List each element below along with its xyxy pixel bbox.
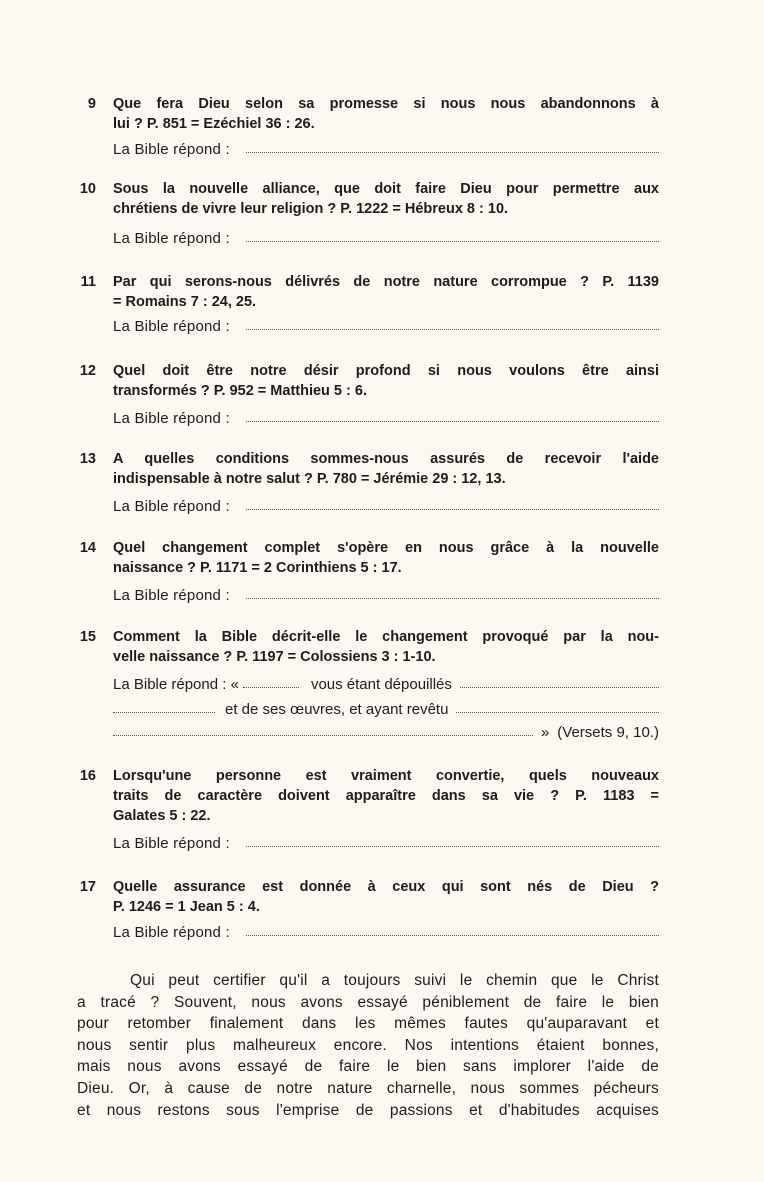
question-line: P. 1246 = 1 Jean 5 : 4.: [113, 899, 260, 915]
answer-label: La Bible répond :: [113, 498, 230, 515]
question-line: lui ? P. 851 = Ezéchiel 36 : 26.: [113, 116, 315, 132]
paragraph-line: pour retomber finalement dans les mêmes fautes qu'auparavant et: [77, 1015, 659, 1033]
answer-blank[interactable]: [246, 834, 659, 847]
answer-blank[interactable]: [246, 497, 659, 510]
question-number: 15: [79, 629, 96, 645]
question-number: 17: [79, 879, 96, 895]
question-line: Que fera Dieu selon sa promesse si nous nous abandonnons à: [113, 96, 659, 112]
question-text: [113, 449, 659, 489]
paragraph-line: Qui peut certifier qu'il a toujours suivi le chemin que le Christ: [130, 972, 659, 989]
paragraph-line: nous sentir plus malheureux encore. Nos intentions étaient bonnes,: [77, 1036, 659, 1054]
question-number: 14: [79, 540, 96, 556]
paragraph-line: et nous restons sous l'emprise de passions et d'habitudes acquises: [77, 1101, 659, 1119]
answer-line: [113, 140, 659, 160]
answer-label: La Bible répond :: [113, 924, 230, 941]
question-line: Comment la Bible décrit-elle le changement provoqué par la nou-: [113, 629, 659, 645]
fill-close-quote: »: [540, 724, 550, 741]
answer-blank[interactable]: [246, 409, 659, 422]
question-text: [113, 94, 659, 134]
question-number: 9: [87, 96, 96, 112]
fill-line-3: [113, 723, 659, 743]
answer-label: La Bible répond :: [113, 587, 230, 604]
answer-line: [113, 317, 659, 337]
question-text: [113, 538, 659, 578]
question-text: [113, 627, 659, 667]
question-text: [113, 766, 659, 826]
body-paragraph: [77, 970, 659, 1121]
question-number: 11: [80, 274, 96, 290]
paragraph-line: mais nous avons essayé de faire le bien sans implorer l'aide de: [77, 1058, 659, 1076]
fill-text: et de ses œuvres, et ayant revêtu: [225, 701, 449, 718]
answer-blank[interactable]: [246, 317, 659, 330]
question-line: Par qui serons-nous délivrés de notre nature corrompue ? P. 1139: [113, 274, 659, 290]
answer-label: La Bible répond :: [113, 835, 230, 852]
question-line: chrétiens de vivre leur religion ? P. 1222 = Hébreux 8 : 10.: [113, 201, 509, 217]
question-number: 12: [79, 363, 96, 379]
answer-blank[interactable]: [113, 723, 533, 736]
question-text: [113, 179, 659, 219]
question-line: Quel doit être notre désir profond si nous voulons être ainsi: [113, 363, 659, 379]
answer-blank[interactable]: [460, 675, 659, 688]
answer-line: [113, 586, 659, 606]
question-line: naissance ? P. 1171 = 2 Corinthiens 5 : 17.: [113, 560, 402, 576]
question-line: transformés ? P. 952 = Matthieu 5 : 6.: [113, 383, 367, 399]
question-number: 10: [79, 181, 96, 197]
question-line: A quelles conditions sommes-nous assurés de recevoir l'aide: [113, 451, 659, 467]
question-line: Quel changement complet s'opère en nous grâce à la nouvelle: [113, 540, 659, 556]
question-text: [113, 877, 659, 917]
answer-label: La Bible répond :: [113, 230, 230, 247]
answer-blank[interactable]: [246, 140, 659, 153]
question-number: 13: [79, 451, 96, 467]
question-line: Lorsqu'une personne est vraiment convertie, quels nouveaux: [113, 768, 659, 784]
answer-blank[interactable]: [246, 586, 659, 599]
answer-label: La Bible répond :: [113, 318, 230, 335]
question-line: indispensable à notre salut ? P. 780 = Jérémie 29 : 12, 13.: [113, 471, 506, 487]
question-line: = Romains 7 : 24, 25.: [113, 294, 257, 310]
answer-label: La Bible répond :: [113, 410, 230, 427]
answer-label: La Bible répond : «: [113, 676, 239, 693]
question-line: Quelle assurance est donnée à ceux qui sont nés de Dieu ?: [113, 879, 659, 895]
answer-blank[interactable]: [113, 700, 215, 713]
question-line: Galates 5 : 22.: [113, 808, 211, 824]
answer-blank[interactable]: [246, 923, 659, 936]
answer-blank[interactable]: [456, 700, 659, 713]
question-line: Sous la nouvelle alliance, que doit faire Dieu pour permettre aux: [113, 181, 659, 197]
question-text: [113, 272, 659, 312]
answer-blank[interactable]: [246, 229, 659, 242]
answer-line: [113, 923, 659, 943]
answer-blank[interactable]: [243, 675, 299, 688]
answer-line: [113, 834, 659, 854]
question-number: 16: [79, 768, 96, 784]
answer-line: [113, 497, 659, 517]
question-line: velle naissance ? P. 1197 = Colossiens 3 : 1-10.: [113, 649, 436, 665]
question-line: traits de caractère doivent apparaître dans sa vie ? P. 1183 =: [113, 788, 659, 804]
answer-label: La Bible répond :: [113, 141, 230, 158]
verse-reference: (Versets 9, 10.): [557, 724, 659, 741]
fill-line-2: [113, 700, 659, 720]
answer-line: [113, 409, 659, 429]
paragraph-line: a tracé ? Souvent, nous avons essayé péniblement de faire le bien: [77, 993, 659, 1011]
fill-line-1: [113, 675, 659, 695]
fill-text: vous étant dépouillés: [310, 676, 452, 693]
paragraph-line: Dieu. Or, à cause de notre nature charnelle, nous sommes pécheurs: [77, 1079, 659, 1097]
question-text: [113, 361, 659, 401]
answer-line: [113, 229, 659, 249]
